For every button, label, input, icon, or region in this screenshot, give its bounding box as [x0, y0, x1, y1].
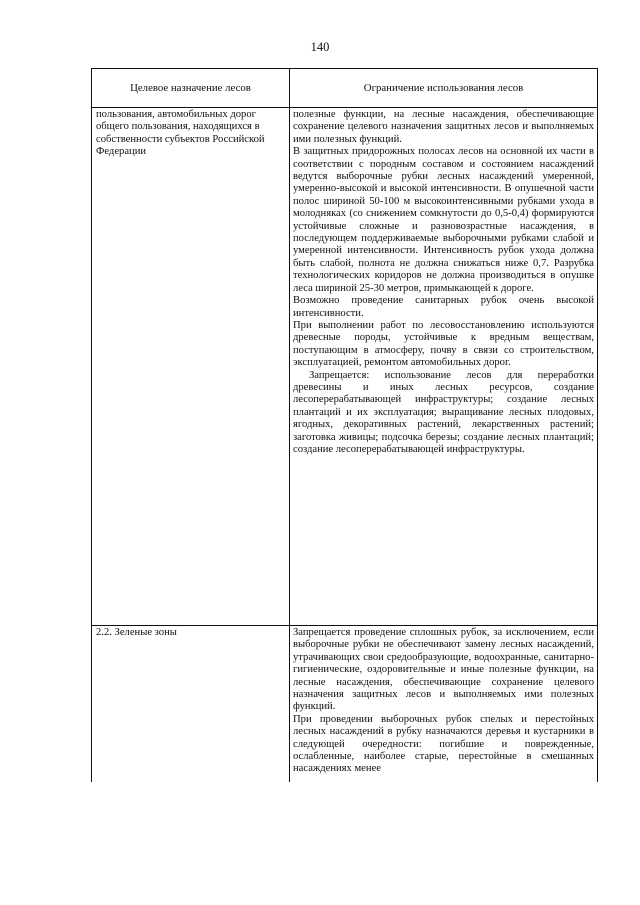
- restriction-paragraph: При проведении выборочных рубок спелых и перестойных лесных насаждений в рубку назначаются деревья и кустарники в следующей очередности: погибшие и поврежденные, ослабленные, наиболее старые, перестойные в смешанных насаждениях менее: [293, 713, 594, 775]
- purpose-text: пользования, автомобильных дорог общего пользования, находящихся в собственности субъектов Российской Федерации: [96, 109, 265, 158]
- header-purpose: Целевое назначение лесов: [92, 69, 290, 108]
- restriction-paragraph: Возможно проведение санитарных рубок очень высокой интенсивности.: [293, 295, 594, 319]
- table-row: [92, 626, 598, 782]
- table-header-row: [92, 69, 598, 108]
- restriction-paragraph: Запрещается проведение сплошных рубок, за исключением, если выборочные рубки не обеспечивают замену лесных насаждений, утрачивающих свои средообразующие, водоохранные, санитарно-гигиенические, оздоровительные и иные полезные функции, на лесные насаждения, обеспечивающие сохранение целевого назначения защитных лесов и выполняемых ими полезных функций.: [293, 627, 594, 713]
- restriction-paragraph: Запрещается: использование лесов для переработки древесины и иных лесных ресурсов, создание лесоперерабатывающей инфраструктуры; создание лесных плантаций и их эксплуатация; выращивание лесных плодовых, ягодных, декоративных растений, лекарственных растений; заготовка живицы; подсочка березы; создание лесных плантаций; создание лесоперерабатывающей инфраструктуры.: [293, 369, 594, 455]
- purpose-cell: [92, 108, 290, 626]
- restriction-paragraph: полезные функции, на лесные насаждения, обеспечивающие сохранение целевого назначения защитных лесов и выполняемых ими полезных функций.: [293, 109, 594, 145]
- page-number: 140: [310, 40, 330, 54]
- header-restriction: Ограничение использования лесов: [290, 69, 598, 108]
- restriction-paragraph: В защитных придорожных полосах лесов на основной их части в соответствии с породным составом и состоянием насаждений ведутся выборочные рубки лесных насаждений умеренной, умеренно-высокой и высокой интенсивности. В опушечной части полос шириной 50-100 м высокоинтенсивными рубками ухода в молодняках (со снижением сомкнутости до 0,5-0,4) формируются устойчивые сложные и разновозрастные насаждения, в последующем поддерживаемые выборочными рубками слабой и умеренной интенсивности. Интенсивность рубок ухода должна быть слабой, полнота не должна снижаться ниже 0,7. Разрубка технологических коридоров не должна производиться в опушке леса шириной 25-30 метров, примыкающей к дороге.: [293, 146, 594, 294]
- table-row: [92, 108, 598, 626]
- restrictions-table: [91, 68, 598, 782]
- purpose-cell: [92, 626, 290, 782]
- restriction-paragraph: При выполнении работ по лесовосстановлению используются древесные породы, устойчивые к вредным веществам, поступающим в атмосферу, почву в связи со строительством, эксплуатацией, ремонтом автомобильных дорог.: [293, 319, 594, 369]
- purpose-text: 2.2. Зеленые зоны: [96, 627, 177, 638]
- restriction-cell: [290, 626, 598, 782]
- restriction-cell: [290, 108, 598, 626]
